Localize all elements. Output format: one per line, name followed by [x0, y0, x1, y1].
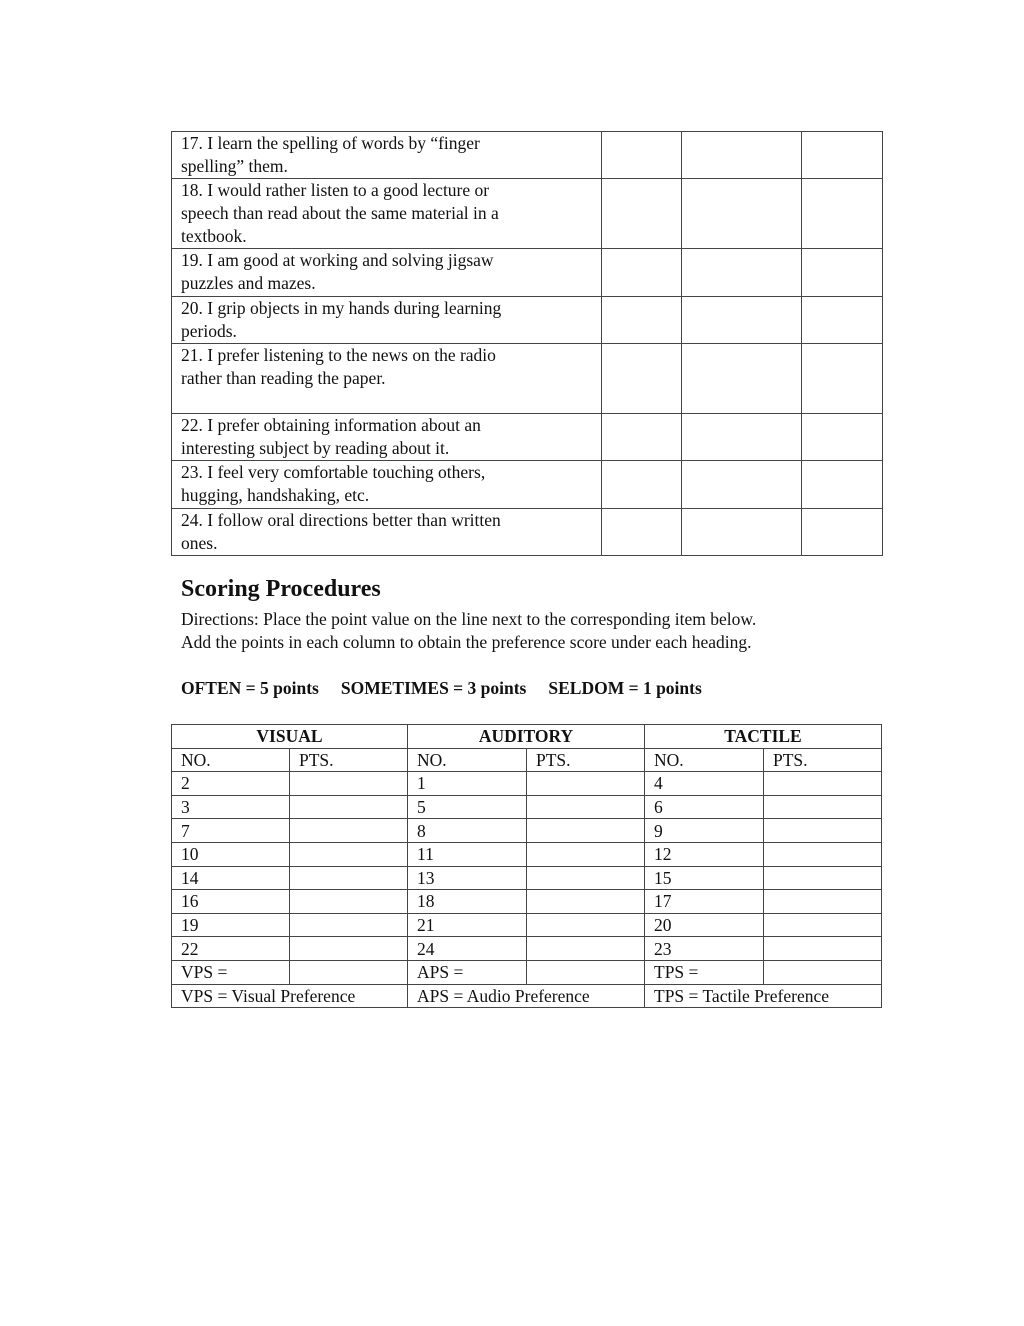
- point-values: [181, 678, 724, 699]
- point-value-sometimes: SOMETIMES = 3 points: [340, 678, 527, 698]
- tactile-pts-header: PTS.: [764, 748, 882, 772]
- visual-item-number: 14: [172, 866, 290, 890]
- visual-points-field[interactable]: [290, 795, 408, 819]
- auditory-pts-header: PTS.: [527, 748, 645, 772]
- scoring-item-row: [172, 913, 882, 937]
- scoring-item-row: [172, 890, 882, 914]
- tactile-points-field[interactable]: [764, 795, 882, 819]
- statement-line: 24. I follow oral directions better than written: [181, 510, 501, 530]
- response-cell-seldom[interactable]: [802, 461, 883, 509]
- totals-row: [172, 960, 882, 984]
- survey-item-row: [172, 297, 883, 344]
- response-cell-sometimes[interactable]: [682, 461, 802, 509]
- response-cell-sometimes[interactable]: [682, 509, 802, 556]
- visual-points-field[interactable]: [290, 913, 408, 937]
- tactile-item-number: 9: [645, 819, 764, 843]
- survey-item-row: [172, 461, 883, 509]
- survey-item-statement: [172, 509, 602, 556]
- response-cell-seldom[interactable]: [802, 414, 883, 461]
- statement-line: 19. I am good at working and solving jigsaw: [181, 250, 494, 270]
- tactile-item-number: 4: [645, 772, 764, 796]
- visual-header: VISUAL: [172, 725, 408, 749]
- tactile-points-field[interactable]: [764, 913, 882, 937]
- visual-points-field[interactable]: [290, 866, 408, 890]
- visual-item-number: 3: [172, 795, 290, 819]
- survey-item-statement: [172, 461, 602, 509]
- statement-line: ones.: [181, 533, 218, 553]
- survey-item-row: [172, 249, 883, 297]
- visual-item-number: 2: [172, 772, 290, 796]
- response-cell-often[interactable]: [602, 414, 682, 461]
- response-cell-often[interactable]: [602, 344, 682, 414]
- response-cell-seldom[interactable]: [802, 297, 883, 344]
- tactile-total-field[interactable]: [764, 960, 882, 984]
- auditory-points-field[interactable]: [527, 913, 645, 937]
- visual-pts-header: PTS.: [290, 748, 408, 772]
- tactile-item-number: 15: [645, 866, 764, 890]
- response-cell-often[interactable]: [602, 509, 682, 556]
- auditory-points-field[interactable]: [527, 795, 645, 819]
- response-cell-often[interactable]: [602, 297, 682, 344]
- response-cell-often[interactable]: [602, 179, 682, 249]
- statement-line: 20. I grip objects in my hands during learning: [181, 298, 502, 318]
- scoring-subheader-row: [172, 748, 882, 772]
- response-cell-often[interactable]: [602, 132, 682, 179]
- statement-line: periods.: [181, 321, 237, 341]
- scoring-item-row: [172, 866, 882, 890]
- auditory-item-number: 5: [408, 795, 527, 819]
- scoring-procedures-heading: Scoring Procedures: [181, 576, 381, 602]
- tactile-points-field[interactable]: [764, 890, 882, 914]
- scoring-header-row: [172, 725, 882, 749]
- auditory-points-field[interactable]: [527, 866, 645, 890]
- visual-points-field[interactable]: [290, 819, 408, 843]
- survey-items-table: [171, 131, 883, 556]
- response-cell-sometimes[interactable]: [682, 132, 802, 179]
- tactile-legend: TPS = Tactile Preference: [645, 984, 882, 1008]
- visual-total-label: VPS =: [172, 960, 290, 984]
- auditory-total-label: APS =: [408, 960, 527, 984]
- scoring-item-row: [172, 842, 882, 866]
- statement-line: 22. I prefer obtaining information about an: [181, 415, 481, 435]
- statement-line: 17. I learn the spelling of words by “finger: [181, 133, 480, 153]
- visual-item-number: 10: [172, 842, 290, 866]
- survey-item-statement: [172, 297, 602, 344]
- scoring-table: [171, 724, 882, 1008]
- auditory-item-number: 18: [408, 890, 527, 914]
- response-cell-seldom[interactable]: [802, 509, 883, 556]
- tactile-header: TACTILE: [645, 725, 882, 749]
- scoring-item-row: [172, 819, 882, 843]
- survey-item-statement: [172, 414, 602, 461]
- auditory-item-number: 13: [408, 866, 527, 890]
- auditory-item-number: 1: [408, 772, 527, 796]
- survey-item-row: [172, 414, 883, 461]
- survey-item-statement: [172, 179, 602, 249]
- response-cell-often[interactable]: [602, 249, 682, 297]
- auditory-item-number: 24: [408, 937, 527, 961]
- visual-total-field[interactable]: [290, 960, 408, 984]
- directions-line-2: Add the points in each column to obtain the preference score under each heading.: [181, 632, 752, 652]
- response-cell-sometimes[interactable]: [682, 249, 802, 297]
- visual-item-number: 7: [172, 819, 290, 843]
- tactile-points-field[interactable]: [764, 819, 882, 843]
- response-cell-seldom[interactable]: [802, 249, 883, 297]
- visual-points-field[interactable]: [290, 842, 408, 866]
- tactile-points-field[interactable]: [764, 772, 882, 796]
- response-cell-seldom[interactable]: [802, 179, 883, 249]
- auditory-points-field[interactable]: [527, 890, 645, 914]
- auditory-points-field[interactable]: [527, 937, 645, 961]
- survey-item-statement: [172, 249, 602, 297]
- response-cell-seldom[interactable]: [802, 132, 883, 179]
- statement-line: interesting subject by reading about it.: [181, 438, 450, 458]
- statement-line: 21. I prefer listening to the news on the radio: [181, 345, 496, 365]
- visual-item-number: 22: [172, 937, 290, 961]
- response-cell-sometimes[interactable]: [682, 414, 802, 461]
- visual-points-field[interactable]: [290, 772, 408, 796]
- auditory-points-field[interactable]: [527, 772, 645, 796]
- auditory-total-field[interactable]: [527, 960, 645, 984]
- statement-line: rather than reading the paper.: [181, 368, 386, 388]
- auditory-header: AUDITORY: [408, 725, 645, 749]
- tactile-item-number: 20: [645, 913, 764, 937]
- statement-line: textbook.: [181, 226, 247, 246]
- scoring-item-row: [172, 795, 882, 819]
- survey-item-row: [172, 509, 883, 556]
- response-cell-sometimes[interactable]: [682, 344, 802, 414]
- statement-line: 18. I would rather listen to a good lecture or: [181, 180, 490, 200]
- statement-line: speech than read about the same material in a: [181, 203, 499, 223]
- visual-points-field[interactable]: [290, 890, 408, 914]
- visual-legend: VPS = Visual Preference: [172, 984, 408, 1008]
- tactile-item-number: 17: [645, 890, 764, 914]
- survey-item-statement: [172, 132, 602, 179]
- statement-line: hugging, handshaking, etc.: [181, 485, 370, 505]
- statement-line: spelling” them.: [181, 156, 288, 176]
- visual-points-field[interactable]: [290, 937, 408, 961]
- survey-item-row: [172, 344, 883, 414]
- statement-line: 23. I feel very comfortable touching others,: [181, 462, 486, 482]
- auditory-item-number: 8: [408, 819, 527, 843]
- auditory-item-number: 21: [408, 913, 527, 937]
- tactile-no-header: NO.: [645, 748, 764, 772]
- directions-line-1: Directions: Place the point value on the line next to the corresponding item below.: [181, 609, 757, 629]
- tactile-item-number: 12: [645, 842, 764, 866]
- auditory-points-field[interactable]: [527, 842, 645, 866]
- tactile-points-field[interactable]: [764, 937, 882, 961]
- survey-item-row: [172, 179, 883, 249]
- tactile-points-field[interactable]: [764, 842, 882, 866]
- survey-item-statement: [172, 344, 602, 414]
- auditory-points-field[interactable]: [527, 819, 645, 843]
- scoring-item-row: [172, 772, 882, 796]
- point-value-often: OFTEN = 5 points: [181, 678, 319, 698]
- auditory-no-header: NO.: [408, 748, 527, 772]
- tactile-item-number: 23: [645, 937, 764, 961]
- tactile-points-field[interactable]: [764, 866, 882, 890]
- legend-row: [172, 984, 882, 1008]
- response-cell-often[interactable]: [602, 461, 682, 509]
- tactile-item-number: 6: [645, 795, 764, 819]
- response-cell-sometimes[interactable]: [682, 179, 802, 249]
- response-cell-sometimes[interactable]: [682, 297, 802, 344]
- response-cell-seldom[interactable]: [802, 344, 883, 414]
- tactile-total-label: TPS =: [645, 960, 764, 984]
- visual-item-number: 19: [172, 913, 290, 937]
- statement-line: puzzles and mazes.: [181, 273, 316, 293]
- scoring-item-row: [172, 937, 882, 961]
- visual-no-header: NO.: [172, 748, 290, 772]
- auditory-item-number: 11: [408, 842, 527, 866]
- auditory-legend: APS = Audio Preference: [408, 984, 645, 1008]
- survey-item-row: [172, 132, 883, 179]
- visual-item-number: 16: [172, 890, 290, 914]
- point-value-seldom: SELDOM = 1 points: [548, 678, 702, 698]
